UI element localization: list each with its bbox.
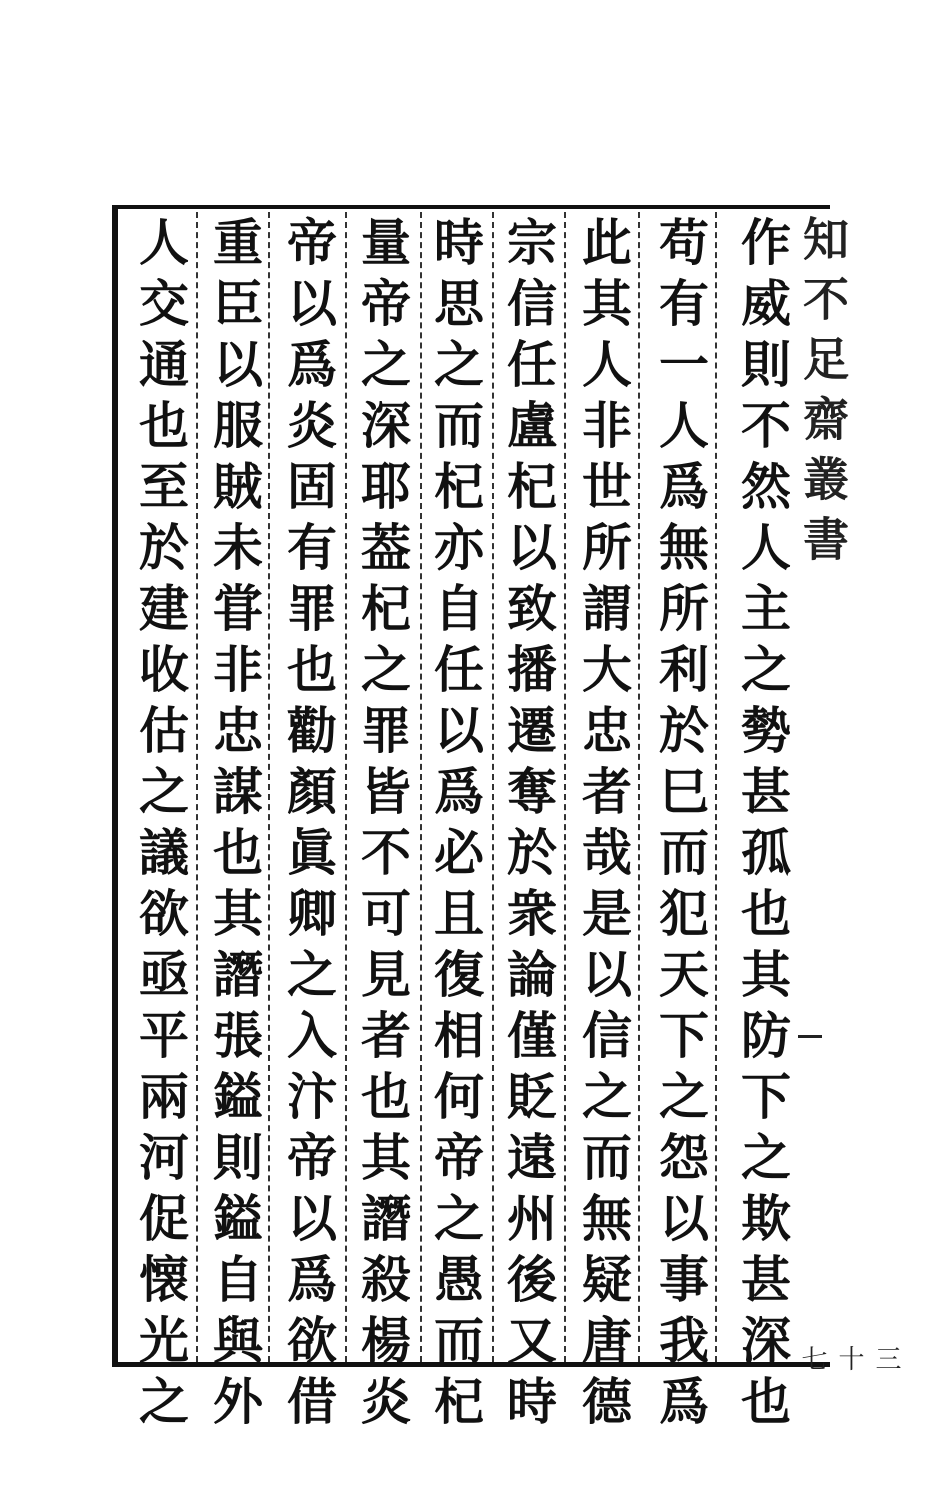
column-text: 量帝之深耶葢杞之罪皆不可見者也其譖殺楊炎 [353,216,412,1436]
text-column-5 [415,212,495,1436]
text-column-1 [722,212,802,1436]
text-column-3 [563,212,643,1436]
column-text: 人交通也至於建收估之議欲亟平兩河促懐光之 [131,216,190,1436]
column-text: 宗信任盧杞以致播遷奪於衆論僅貶遠州後又時 [499,216,558,1436]
text-column-7 [268,212,348,1436]
text-column-6 [342,212,422,1436]
column-text: 此其人非世所謂大忠者哉是以信之而無疑唐德 [574,216,633,1436]
column-text: 重臣以服賊未甞非忠謀也其譖張鎰則鎰自與外 [205,216,264,1436]
text-column-8 [194,212,274,1436]
column-text: 時思之而杞亦自任以爲必且復相何帝之愚而杞 [426,216,485,1436]
text-column-4 [488,212,568,1436]
column-text: 帝以爲炎固有罪也勸顏眞卿之入汴帝以爲欲借 [279,216,338,1436]
page-number: 三十七 [797,1345,901,1371]
text-column-9 [120,212,200,1436]
running-title: 知不足齋叢書 [796,215,850,575]
column-text: 苟有一人爲無所利於巳而犯天下之怨以事我爲 [651,216,710,1436]
text-column-2 [640,212,720,1436]
column-text: 作威則不然人主之勢甚孤也其防下之欺甚深也 [733,216,792,1436]
